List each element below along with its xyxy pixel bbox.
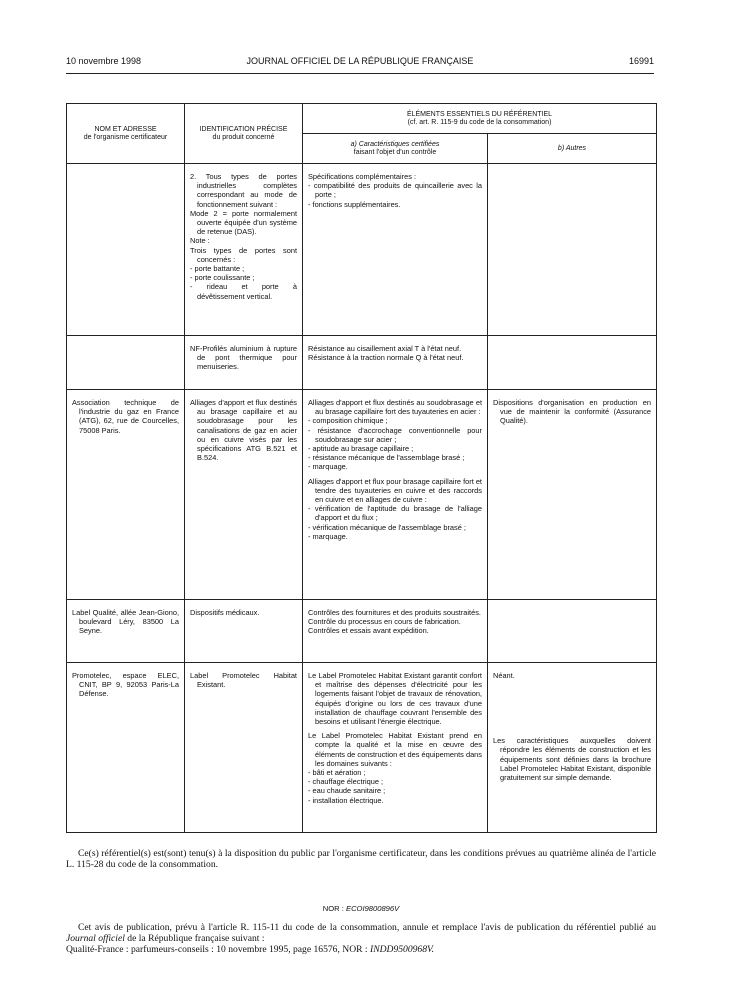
cell-identification	[185, 164, 303, 336]
cell-text: Alliages d'apport et flux pour brasage capillaire fort et tendre des tuyauteries en cuivre et des raccords en cuivre et en alliages de cuivre :	[308, 476, 482, 505]
cell-identification	[185, 390, 303, 600]
publication-notice: Cet avis de publication, prévu à l'article R. 115-11 du code de la consommation, annule et remplace l'avis de publication du référentiel publié au Journal officiel de la République française suivant : Qualité-France : parfumeurs-conseils : 10 novembre 1995, page 16576, NOR : INDD9500968V.	[66, 922, 656, 955]
cell-text: - eau chaude sanitaire ;	[308, 786, 386, 796]
cell-organisme	[67, 336, 185, 390]
cell-text: Néant.	[493, 671, 515, 680]
cell-text: - résistance d'accrochage conventionnelle pour soudobrasage sur acier ;	[308, 425, 482, 444]
cell-text: Promotelec, espace ELEC, CNIT, BP 9, 92053 Paris-La Défense.	[72, 671, 179, 699]
cell-text: Le Label Promotelec Habitat Existant garantit confort et maîtrise des dépenses d'électricité pour les logements faisant l'objet de travaux de rénovation, équipés d'origine ou lors de ces travaux d'une installation de chauffage couvrant l'ensemble des besoins et utilisant l'énergie électrique.	[308, 671, 482, 727]
cell-text: - marquage.	[308, 462, 348, 472]
cell-text: NF-Profilés aluminium à rupture de pont thermique pour menuiseries.	[190, 344, 297, 372]
cell-text: - chauffage électrique ;	[308, 777, 384, 787]
cell-text: - résistance mécanique de l'assemblage brasé ;	[308, 453, 465, 463]
cell-text: - marquage.	[308, 531, 348, 541]
cell-caracteristiques	[303, 336, 488, 390]
col-header-ident: IDENTIFICATION PRÉCISE du produit concerné	[185, 104, 303, 164]
cell-text: Association technique de l'industrie du gaz en France (ATG), 62, rue de Courcelles, 75008 Paris.	[72, 398, 179, 435]
nor-line: NOR : ECOI9800896V	[322, 904, 400, 913]
cell-caracteristiques	[303, 600, 488, 663]
cell-text: Résistance au cisaillement axial T à l'état neuf.	[308, 344, 462, 353]
cell-text: - bâti et aération ;	[308, 768, 366, 778]
cell-text: - fonctions supplémentaires.	[308, 199, 401, 209]
col-header-b: b) Autres	[488, 134, 657, 164]
cell-text: Mode 2 = porte normalement ouverte équipée d'un système de retenue (DAS).	[190, 208, 297, 237]
cell-text: - composition chimique ;	[308, 416, 388, 426]
cell-text: Dispositifs médicaux.	[190, 608, 260, 617]
cell-caracteristiques	[303, 390, 488, 600]
table-row	[67, 390, 657, 600]
cell-organisme	[67, 164, 185, 336]
header-page-number: 16991	[628, 56, 654, 66]
referentiel-table	[66, 103, 657, 833]
cell-text: - aptitude au brasage capillaire ;	[308, 444, 414, 454]
cell-text: - rideau et porte à dévêtissement vertical.	[190, 282, 297, 301]
cell-autres	[488, 663, 657, 833]
table-row	[67, 600, 657, 663]
cell-text: Les caractéristiques auxquelles doivent répondre les éléments de construction et les équipements sont définies dans la brochure Label Promotelec Habitat Existant, disponible gratuitement sur simple demande.	[493, 736, 651, 783]
cell-identification	[185, 663, 303, 833]
cell-text: Spécifications complémentaires :	[308, 172, 417, 181]
cell-organisme	[67, 390, 185, 600]
cell-autres	[488, 336, 657, 390]
cell-text: Note :	[190, 236, 210, 246]
cell-autres	[488, 390, 657, 600]
page-header	[66, 56, 654, 70]
header-journal-title: JOURNAL OFFICIEL DE LA RÉPUBLIQUE FRANÇAISE	[246, 56, 474, 66]
cell-text: Label Qualité, allée Jean-Giono, boulevard Léry, 83500 La Seyne.	[72, 608, 179, 636]
cell-organisme	[67, 600, 185, 663]
cell-text: - porte coulissante ;	[190, 273, 255, 283]
cell-caracteristiques	[303, 663, 488, 833]
cell-text: Alliages d'apport et flux destinés au brasage capillaire et au soudobrasage pour les canalisations de gaz en acier ou en cuivre visés par les spécifications ATG B.521 et B.524.	[190, 398, 297, 463]
cell-text: Résistance à la traction normale Q à l'état neuf.	[308, 353, 464, 363]
cell-autres	[488, 600, 657, 663]
cell-autres	[488, 164, 657, 336]
table-row	[67, 336, 657, 390]
cell-text: Dispositions d'organisation en production en vue de maintenir la conformité (Assurance Qualité).	[493, 398, 651, 426]
header-rule	[66, 73, 654, 74]
cell-text: Contrôle du processus en cours de fabrication.	[308, 617, 461, 627]
cell-text: Trois types de portes sont concernés :	[190, 245, 297, 264]
cell-text: - vérification de l'aptitude du brasage de l'alliage d'apport et du flux ;	[308, 504, 482, 523]
cell-text: - vérification mécanique de l'assemblage brasé ;	[308, 522, 466, 532]
footnote: Ce(s) référentiel(s) est(sont) tenu(s) à la disposition du public par l'organisme certificateur, dans les conditions prévues au quatrième alinéa de l'article L. 115-28 du code de la consommation.	[66, 848, 656, 870]
cell-text: Le Label Promotelec Habitat Existant prend en compte la qualité et la mise en œuvre des éléments de construction et des équipements dans les domaines suivants :	[308, 731, 482, 768]
cell-text: - installation électrique.	[308, 795, 384, 805]
cell-text: Label Promotelec Habitat Existant.	[190, 671, 297, 690]
col-header-a: a) Caractéristiques certifiées faisant l'objet d'un contrôle	[303, 134, 488, 164]
col-header-elements: ÉLÉMENTS ESSENTIELS DU RÉFÉRENTIEL (cf. art. R. 115-9 du code de la consommation)	[303, 104, 657, 134]
table-row	[67, 663, 657, 833]
cell-text: 2. Tous types de portes industrielles complètes correspondant au mode de fonctionnement suivant :	[190, 172, 297, 209]
header-date: 10 novembre 1998	[66, 56, 142, 66]
cell-text: Alliages d'apport et flux destinés au soudobrasage et au brasage capillaire fort des tuyauteries en acier :	[308, 398, 482, 417]
cell-text: - compatibilité des produits de quincaillerie avec la porte ;	[308, 181, 482, 200]
cell-identification	[185, 336, 303, 390]
cell-identification	[185, 600, 303, 663]
table-row	[67, 164, 657, 336]
cell-organisme	[67, 663, 185, 833]
cell-text: Contrôles et essais avant expédition.	[308, 626, 429, 636]
cell-text: - porte battante ;	[190, 264, 245, 274]
cell-text: Contrôles des fournitures et des produits soustraités.	[308, 608, 481, 617]
cell-caracteristiques	[303, 164, 488, 336]
col-header-name: NOM ET ADRESSE de l'organisme certificateur	[67, 104, 185, 164]
